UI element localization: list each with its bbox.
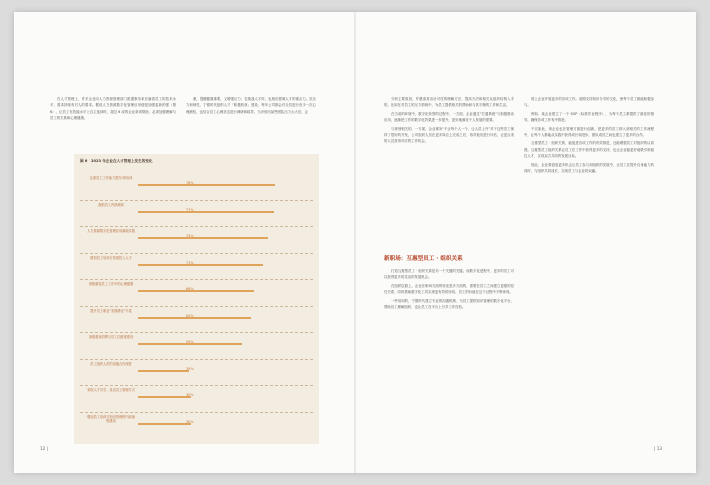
row-separator [80,306,313,307]
chart-row [74,307,319,331]
paragraph: 打造互惠型员工 · 组织关系是另一个关键的关键。而数字化进程中，更多的员工可以获得更多的灵活的发展机会。 [384,269,514,280]
data-label: 71% [186,260,194,265]
paragraph: 在组织层面上，企业在职场方面的转变是多方面的，需要在员工之间建立更强的信任关系，同时借助数字化工具实现更有效的协同，员工的价值在这个过程中不断体现。 [384,283,514,295]
row-separator [80,412,313,413]
category-label: 员工组织人员的沟通合作深度 [90,361,132,366]
row-separator [80,253,313,254]
category-label: 增加员工培训与发展投入人才 [90,255,132,260]
bar [138,264,263,266]
right-text-column-2 [524,96,654,176]
chart-row [74,254,319,278]
right-text-column-1 [384,96,514,147]
category-label: 人力资源数字化管理应用落地实施 [87,229,135,233]
data-label: 59% [186,340,194,344]
paragraph: 在人才管理上，许多企业向人力资源管理部门派遣事务来应落善员工的技术水平，需求持续有对人的要求。据说人力资源数字化管理应用便是加强更新的强（图 6），让员工在技能水平上自主选择时，超过 6 成的企业拿到帮助，必须加强理解与员工的关系和心理健康。 [50,97,176,121]
data-label: 30% [186,393,194,397]
row-separator [80,226,313,227]
row-separator [80,279,313,280]
data-label: 77% [186,207,194,212]
chart-row [74,386,319,410]
bar [138,184,275,186]
chart-row [74,360,319,384]
category-label: 采取人才共享、灵活员工管理方式 [87,388,135,392]
paragraph: 例如，某企业建立了一个 SOP（标准作业程序），为每个员工都提供了最佳的指导，确保各项工作有序推进。 [524,111,654,123]
bar [138,317,251,319]
page-number-right: | 13 [654,446,663,451]
category-label: 加强重视员工工作中的心理健康 [88,282,134,286]
bar [138,370,189,372]
bar [138,290,254,292]
paragraph: 一些培训的，宁德时代建立专业的沟通机制，为员工提供知识管理的数字化平台，帮助员工理解组织，也让员工在平台上分享工作经验。 [384,298,514,310]
bar [138,423,191,425]
category-label: 鼓励员工内部调岗 [98,202,124,207]
category-label: 注重员工工作能力提升/再培训 [89,176,133,180]
category-label: 加强重视招聘与员工匹配度建设 [88,335,134,339]
data-label: 74% [186,234,194,238]
chart-row [74,413,319,437]
data-label: 64% [186,313,194,318]
paragraph: 互惠型员工 · 组织关系，能促进各项工作的有效推进，还能增强员工对组织的认同感。互惠型员工组织关系让员工在工作中获得更多的支持，也让企业能更好地吸引和留住人才，实现双方共同的发展目标。 [524,141,654,159]
bar-chart-figure [74,154,319,444]
paragraph: 分析主要原因，并邀请其出针对性的理解方法，提高方法和相关从组织结构入手的。比如在对员工的压力领域中，为员工提供相关的帮助和与其平衡的工作和生活。 [384,97,514,108]
bar [138,396,191,398]
paragraph: 在当前的环境中，数字化转型的过程中，一方面，企业通过“打通系统”与积极推动应用，逐渐把工作的数字化效果进一步提升，更好地满足个人发展的需要。 [384,111,514,123]
row-separator [80,332,313,333]
chart-row [74,280,319,304]
row-separator [80,359,313,360]
section-heading: 新职场：互惠型员工 · 组织关系 [384,256,463,262]
row-separator [80,200,313,201]
chart-row [74,174,319,198]
chart-row [74,227,319,251]
book-spread [14,12,696,473]
left-text-column-2 [186,96,316,117]
paragraph: 康，提醒健康重要，又增强压力；在挑战人才时，也相应强调人才的重点力。抗压力和韧性，宁德时代组织人才「积极收获」建设，每年公司都会对全员进行至少一次心理测验，也结合员工心理状态进行调研和疏导。当识别出某些团队压力太大后，会 [186,97,316,114]
paragraph: 不仅如此，该企业也在管理方面进行创新，把更多的员工纳入到相关的工作流程中，让每个人都能从实践中获得成长和进步，团队成员之间也建立了更多的合作。 [524,126,654,138]
chart-row [74,333,319,357]
chart-row [74,201,319,225]
left-text-column-1 [50,96,176,124]
paragraph: 则上企业开展更多的各项工作。前期支持知识分享的文化，使每个员工都能积极参与。 [524,97,654,108]
paragraph: 与规划相关的，一方面，企业事务“不让每个人一个，让人员上升”对于这些员工保持了很好的开发，公司组织人员在更多岗位上完成之后，再对他们进行评估，让更合适的人员获得对应的工作机会。 [384,126,514,144]
page-number-left: 12 | [40,446,49,451]
category-label: 增加员工培训与知识管理的内部流程建设 [87,414,135,423]
row-separator [80,385,313,386]
data-label: 30% [186,419,194,424]
chart-title: 图 6 2023 年企业在人才管理上发生的变化 [80,159,153,163]
paragraph: 因此，企业要创造更多机会让员工参与到组织的发展中，让员工在提升自身能力的同时，与组织共同成长，实现员工与企业的双赢。 [524,162,654,174]
bar [138,211,274,213]
bar [138,237,268,239]
data-label: 78% [186,181,194,185]
data-label: 66% [186,287,194,291]
category-label: 提升员工职业“发展路径”丰富 [90,308,132,313]
data-label: 29% [186,366,194,371]
gutter-shadow [354,12,357,473]
right-text-column-1b [384,268,514,312]
